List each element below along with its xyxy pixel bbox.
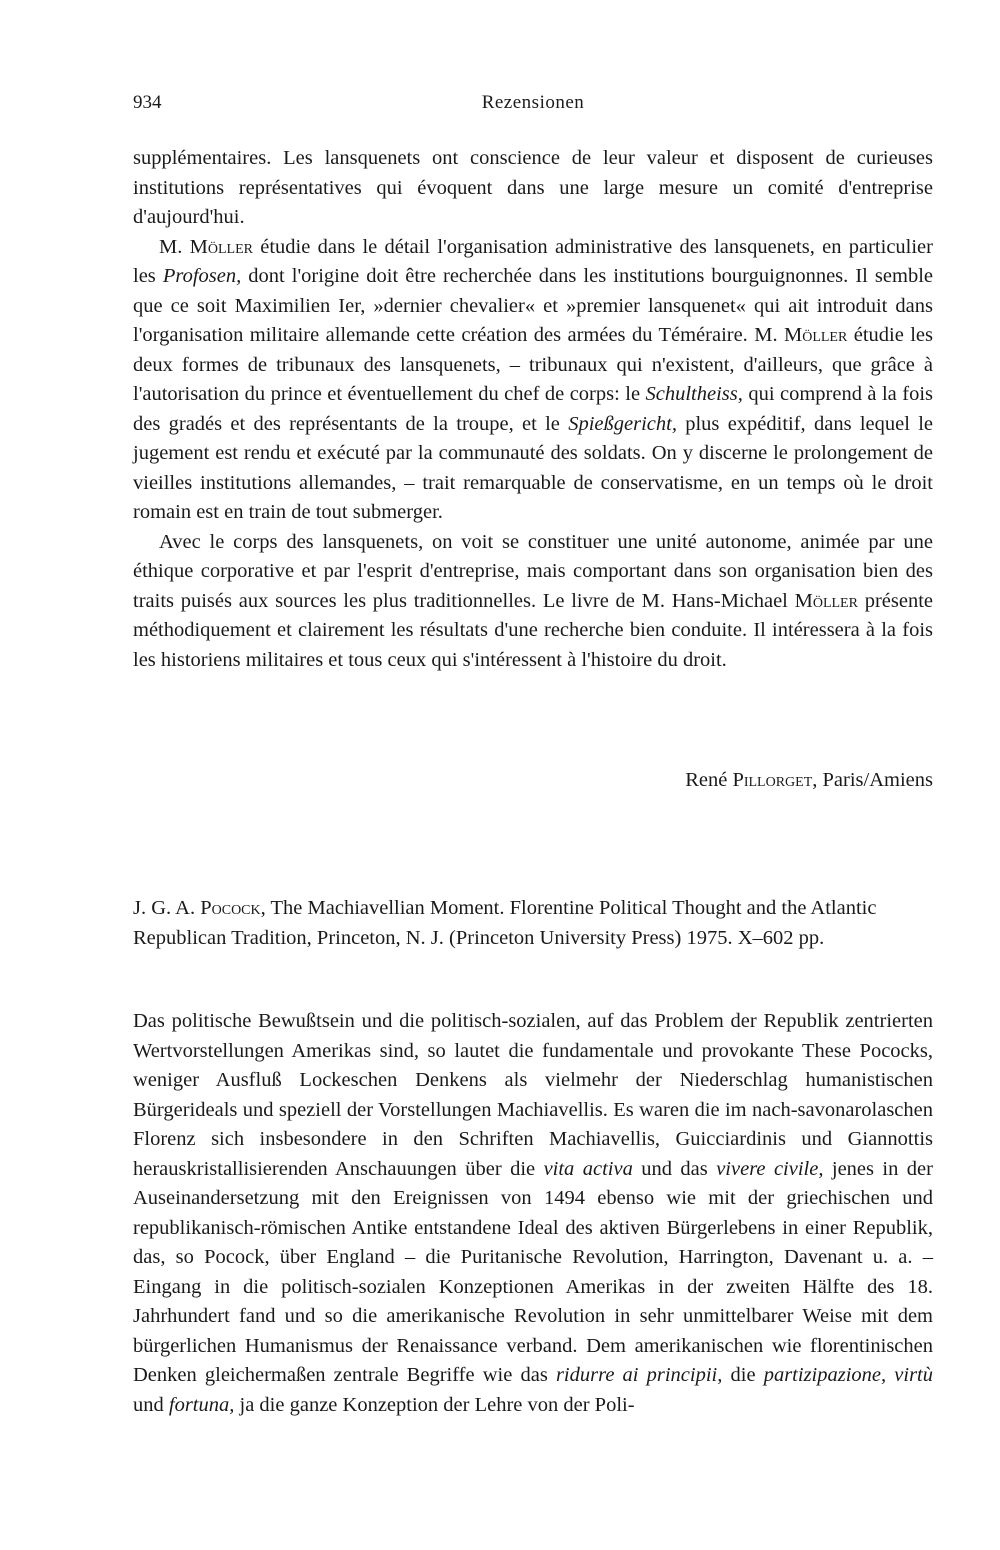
review-pillorget-text [133,144,933,675]
page-header [133,92,933,116]
paragraph-text: présente méthodiquement et clairement les résultats d'une recherche bien conduite. Il intéressera à la fois les historiens militaires et tous ceux qui s'intéressent à l'histoire du droit. [133,589,933,671]
paragraph-text: ja die ganze Konzeption der Lehre von der Poli- [234,1393,635,1416]
italic-term: fortuna, [168,1393,235,1416]
paragraph-text: Das politische Bewußtsein und die politisch-sozialen, auf das Problem der Republik zentrierten Wertvorstellungen Amerikas sind, so lautet die fundamentale und provokante These Pococks, weniger Ausfluß Lockeschen Denkens als vielmehr der Niederschlag humanistischen Bürgerideals und speziell der Vorstellungen Machiavellis. Es waren die im nach-savonarolaschen Florenz sich insbesondere in den Schriften Machiavellis, Guicciardinis und Giannottis herauskristallisierenden Anschauungen über die [133,1010,933,1180]
paragraph-text: plus expéditif, dans lequel le jugement est rendu et exécuté par la communauté des soldats. On y discerne le prolongement de vieilles institutions allemandes, – trait remarquable de conservatisme, en un temps où le droit romain est en train de tout submerger. [133,412,934,523]
review-pocock-text [133,1007,933,1420]
italic-term: vita activa [543,1157,633,1180]
paragraph-text: jenes in der Auseinandersetzung mit den Ereignissen von 1494 ebenso wie mit der griechischen und republikanisch-römischen Antike entstandene Ideal des aktiven Bürgerlebens in einer Republik, das, so Pocock, über England – die Puritanische Revolution, Harrington, Davenant u. a. – Eingang in die politisch-sozialen Konzeptionen Amerikas in der zweiten Hälfte des 18. Jahrhundert fand und so die amerikanische Revolution in sehr unmittelbarer Weise mit dem bürgerlichen Humanismus der Renaissance verband. Dem amerikanischen wie florentinischen Denken gleichermaßen zentrale Begriffe wie das [133,1157,933,1386]
paragraph-text: und das [632,1157,717,1180]
paragraph-text: supplémentaires. Les lansquenets ont conscience de leur valeur et disposent de curieuses institutions représentatives qui évoquent dans une large mesure un comité d'entreprise d'aujourd'hui. [133,147,933,228]
reviewer-signature [685,766,933,796]
paragraph [133,1007,933,1420]
paragraph-text: étudie les deux formes de tribunaux des lansquenets, – tribunaux qui n'existent, d'ailleurs, que grâce à l'autorisation du prince et éventuellement du chef de corps: le [133,324,933,405]
reviewer-last-name: Pillorget [732,769,813,791]
italic-term: Profosen, [162,265,242,287]
author-name: Möller [794,589,858,612]
italic-term: partizipazione, virtù [763,1364,933,1386]
book-citation [133,893,933,953]
author-name: Möller [783,324,848,346]
italic-term: Schultheiss, [645,383,743,405]
page-number: 934 [133,92,162,113]
citation-author: Pocock [200,897,261,919]
paragraph-text: qui comprend à la fois des gradés et des représentants de la troupe, et le [133,383,933,435]
paragraph-text: M. [159,235,190,258]
paragraph-text: und [133,1393,169,1416]
reviewer-place: , Paris/Amiens [812,769,933,791]
paragraph-text: dont l'origine doit être recherchée dans les institutions bourguignonnes. Il semble que ce soit Maximilien Ier, »dernier chevalier« et »premier lansquenet« qui ait introduit dans l'organisation militaire allemande cette création des armées du Téméraire. M. [133,265,933,346]
author-name: Möller [189,235,253,258]
italic-term: ridurre ai principii, [555,1364,723,1386]
paragraph [133,528,933,676]
paragraph [133,144,933,233]
reviewer-first-name: René [685,769,733,791]
citation-line [133,893,933,953]
paragraph [133,233,933,528]
paragraph-text: die [722,1364,764,1386]
italic-term: Spießgericht, [568,412,677,435]
paragraph-text: étudie dans le détail l'organisation administrative des lansquenets, en particulier les [133,235,933,287]
citation-title: , The Machiavellian Moment. Florentine Political Thought and the Atlantic Republican Tradition, Princeton, N. J. (Princeton University Press) 1975. X–602 pp. [133,897,877,949]
citation-initials: J. G. A. [133,897,201,919]
paragraph-text: Avec le corps des lansquenets, on voit se constituer une unité autonome, animée par une éthique corporative et par l'esprit d'entreprise, mais comportant dans son organisation bien des traits puisés aux sources les plus traditionnelles. Le livre de M. Hans-Michael [133,530,933,612]
running-head: Rezensionen [481,92,585,113]
italic-term: vivere civile, [716,1157,824,1180]
